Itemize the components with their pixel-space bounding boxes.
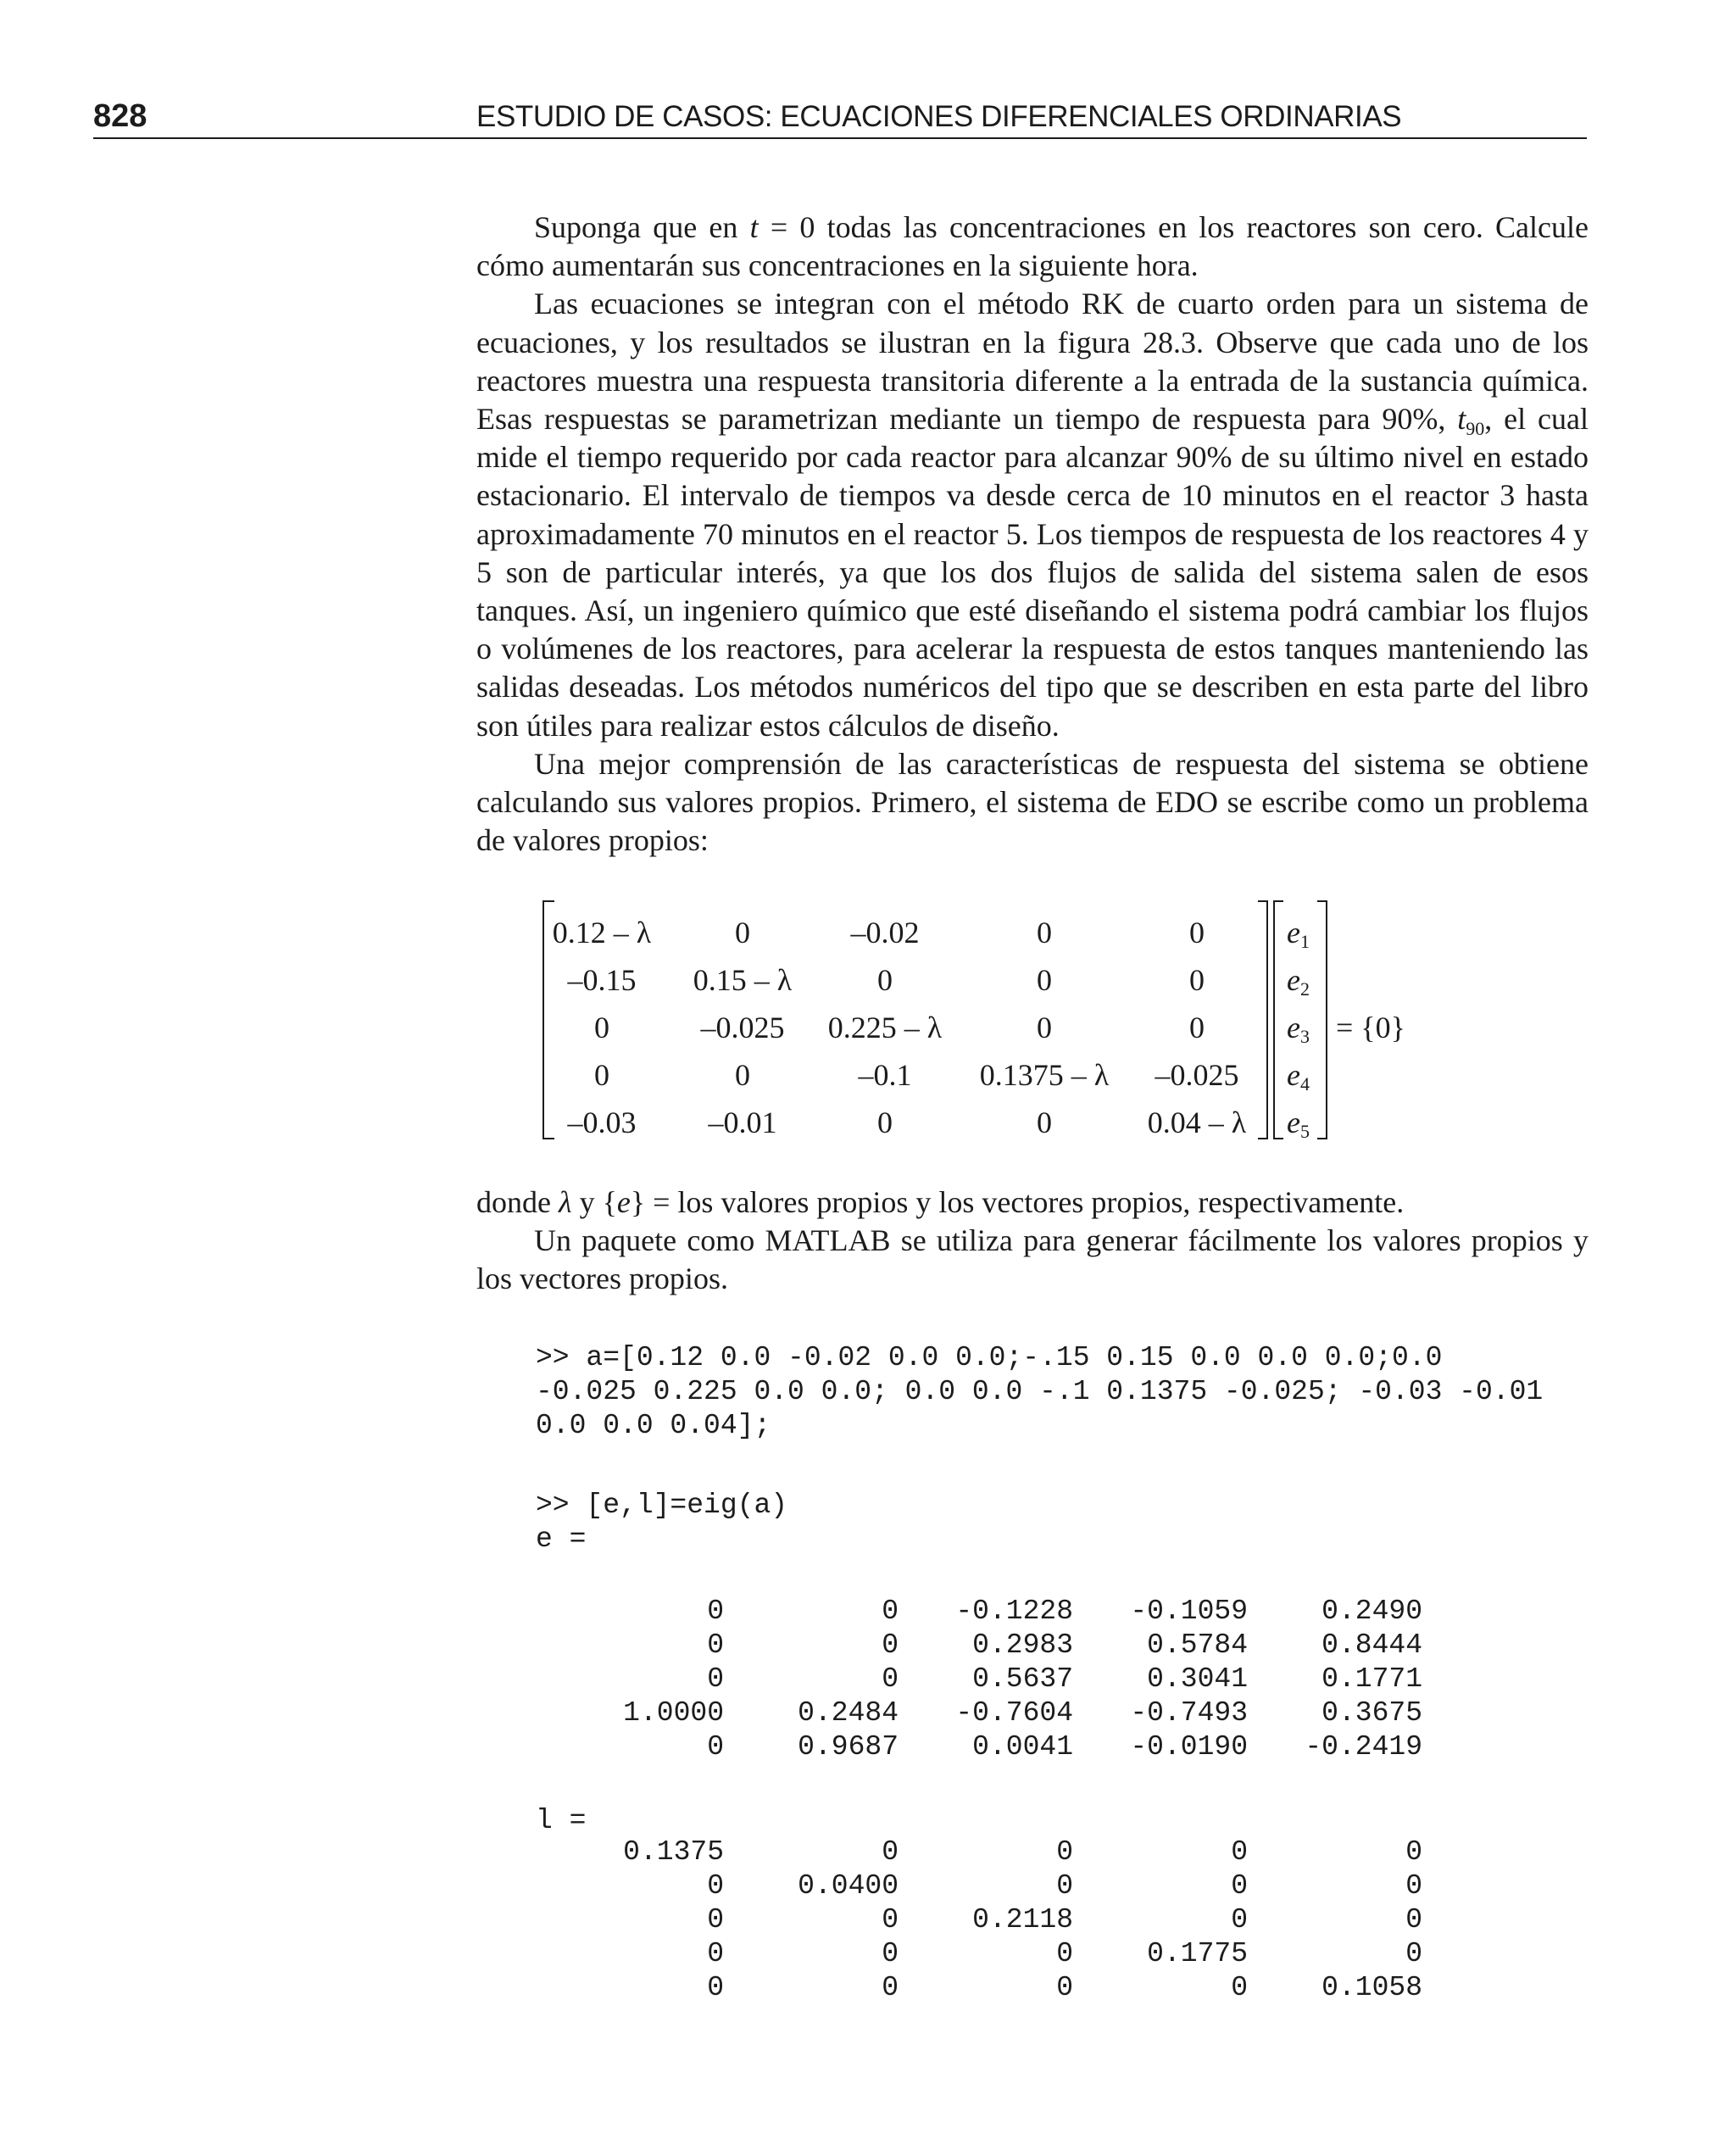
table-cell: 0.1058 xyxy=(1321,1972,1422,2003)
table-cell: 0 xyxy=(1056,1972,1073,2003)
table-cell: -0.1228 xyxy=(955,1596,1073,1627)
table-cell: 0.3041 xyxy=(1147,1663,1248,1695)
vector-entry: $e_1$ xyxy=(1287,916,1310,952)
table-cell: 0.0400 xyxy=(798,1870,899,1902)
table-cell: 0 xyxy=(707,1904,724,1936)
running-title: ESTUDIO DE CASOS: ECUACIONES DIFERENCIALES ORDINARIAS xyxy=(476,100,1402,133)
matrix-cell: 0 xyxy=(1037,916,1052,950)
table-cell: 0 xyxy=(1405,1836,1422,1868)
matrix-cell: 0.1375 – λ xyxy=(979,1058,1110,1092)
vector-left-bracket xyxy=(1273,900,1283,1139)
matrix-cell: –0.025 xyxy=(1155,1058,1239,1092)
paragraph-p2: Las ecuaciones se integran con el método RK de cuarto orden para un sistema de ecuaciones, y los resultados se ilustran en la figura 28.3. Observe que cada uno de los reactores muestra una respuesta transitoria diferente a la entrada de la sustancia química. Esas respuestas se parametrizan mediante un tiempo de respuesta para 90%, $t_{90}$, el cual mide el tiempo requerido por cada reactor para alcanzar 90% de su último nivel en estado estacionario. El intervalo de tiempos va desde cerca de 10 minutos en el reactor 3 hasta aproximadamente 70 minutos en el reactor 5. Los tiempos de respuesta de los reactores 4 y 5 son de particular interés, ya que los dos flujos de salida del sistema salen de esos tanques. Así, un ingeniero químico que esté diseñando el sistema podrá cambiar los flujos o volúmenes de los reactores, para acelerar la respuesta de estos tanques manteniendo las salidas deseadas. Los métodos numéricos del tipo que se describen en esta parte del libro son útiles para realizar estos cálculos de diseño. xyxy=(476,287,1589,743)
matlab-command-eig: >> [e,l]=eig(a) xyxy=(536,1490,788,1521)
table-cell: 0.3675 xyxy=(1321,1697,1422,1729)
table-cell: 1.0000 xyxy=(623,1697,724,1729)
paragraph-p3: Una mejor comprensión de las características de respuesta del sistema se obtiene calculando sus valores propios. Primero, el sistema de EDO se escribe como un problema de valores propios: xyxy=(476,746,1589,858)
table-row xyxy=(536,1836,1422,1870)
vector-entry: $e_3$ xyxy=(1287,1011,1310,1047)
matrix-right-bracket xyxy=(1258,900,1268,1139)
paragraph-p5: Un paquete como MATLAB se utiliza para generar fácilmente los valores propios y los vectores propios. xyxy=(476,1223,1589,1296)
table-cell: -0.1059 xyxy=(1130,1596,1248,1627)
table-cell: -0.7493 xyxy=(1130,1697,1248,1729)
table-cell: 0 xyxy=(707,1972,724,2003)
table-cell: 0.2983 xyxy=(972,1629,1073,1661)
table-row xyxy=(536,1596,1422,1629)
table-cell: -0.2419 xyxy=(1305,1731,1422,1763)
paragraph-p1: Suponga que en t = 0 todas las concentraciones en los reactores son cero. Calcule cómo aumentarán sus concentraciones en la siguiente hora. xyxy=(476,210,1589,283)
vector-entry: $e_5$ xyxy=(1287,1106,1310,1142)
table-cell: 0.5637 xyxy=(972,1663,1073,1695)
table-cell: 0 xyxy=(1056,1870,1073,1902)
matrix-cell: 0 xyxy=(1037,1011,1052,1044)
table-cell: 0.5784 xyxy=(1147,1629,1248,1661)
table-cell: 0 xyxy=(1231,1972,1248,2003)
matrix-cell: 0 xyxy=(877,1106,893,1139)
matrix-cell: 0 xyxy=(1037,963,1052,997)
table-cell: 0 xyxy=(882,1938,899,1969)
equation-rhs: = {0} xyxy=(1336,1011,1405,1044)
l-label: l = xyxy=(536,1805,587,1836)
table-row xyxy=(536,1629,1422,1663)
vector-right-bracket xyxy=(1317,900,1327,1139)
table-cell: 0 xyxy=(882,1629,899,1661)
e-label: e = xyxy=(536,1523,587,1555)
matrix-cell: 0.12 – λ xyxy=(552,916,652,950)
matrix-cell: 0.04 – λ xyxy=(1147,1106,1247,1139)
table-cell: 0 xyxy=(707,1663,724,1695)
matrix-cell: 0.225 – λ xyxy=(827,1011,943,1044)
table-cell: 0 xyxy=(882,1972,899,2003)
table-cell: 0 xyxy=(882,1904,899,1936)
table-row xyxy=(536,1972,1422,2006)
vector-entry: $e_2$ xyxy=(1287,963,1310,1000)
table-cell: 0 xyxy=(1231,1870,1248,1902)
matrix-cell: 0 xyxy=(735,916,750,950)
matrix-cell: –0.1 xyxy=(858,1058,912,1092)
table-cell: 0 xyxy=(882,1836,899,1868)
table-cell: -0.7604 xyxy=(955,1697,1073,1729)
table-cell: 0 xyxy=(1405,1938,1422,1969)
table-cell: 0 xyxy=(882,1596,899,1627)
table-cell: 0 xyxy=(707,1731,724,1763)
table-cell: 0.1775 xyxy=(1147,1938,1248,1969)
page-number: 828 xyxy=(93,98,147,134)
matrix-cell: 0 xyxy=(594,1011,609,1044)
matrix-cell: 0 xyxy=(1189,916,1205,950)
table-cell: 0 xyxy=(1405,1904,1422,1936)
table-cell: 0 xyxy=(1231,1836,1248,1868)
matlab-command-a: >> a=[0.12 0.0 -0.02 0.0 0.0;-.15 0.15 0.0 0.0 0.0;0.0 -0.025 0.225 0.0 0.0; 0.0 0.0 -.1 0.1375 -0.025; -0.03 -0.01 0.0 0.0 0.04]; xyxy=(536,1342,1544,1441)
table-cell: 0.1375 xyxy=(623,1836,724,1868)
table-cell: 0.2490 xyxy=(1321,1596,1422,1627)
body-text-after-equation xyxy=(476,1184,1589,1299)
vector-entry: $e_4$ xyxy=(1287,1058,1310,1094)
running-header xyxy=(93,95,1587,139)
table-row xyxy=(536,1731,1422,1765)
matrix-cell: 0 xyxy=(1037,1106,1052,1139)
matrix-cell: –0.025 xyxy=(700,1011,785,1044)
table-cell: -0.0190 xyxy=(1130,1731,1248,1763)
table-row xyxy=(536,1870,1422,1904)
table-cell: 0 xyxy=(882,1663,899,1695)
paragraph-p4: donde λ y {e} = los valores propios y los vectores propios, respectivamente. xyxy=(476,1185,1405,1219)
matrix-cell: 0.15 – λ xyxy=(693,963,793,997)
eigenvalue-equation xyxy=(536,900,1417,1141)
table-row xyxy=(536,1697,1422,1731)
matrix-cell: 0 xyxy=(1189,1011,1205,1044)
matrix-cell: 0 xyxy=(1189,963,1205,997)
table-cell: 0.1771 xyxy=(1321,1663,1422,1695)
matrix-cell: –0.02 xyxy=(850,916,920,950)
body-text-before-equation xyxy=(476,209,1589,860)
matrix-cell: 0 xyxy=(877,963,893,997)
matrix-cell: 0 xyxy=(594,1058,609,1092)
matrix-cell: –0.01 xyxy=(708,1106,777,1139)
table-cell: 0.0041 xyxy=(972,1731,1073,1763)
table-cell: 0 xyxy=(707,1870,724,1902)
table-cell: 0.2118 xyxy=(972,1904,1073,1936)
table-cell: 0.2484 xyxy=(798,1697,899,1729)
table-row xyxy=(536,1904,1422,1938)
matrix-cell: –0.03 xyxy=(567,1106,637,1139)
table-cell: 0 xyxy=(707,1938,724,1969)
table-row xyxy=(536,1938,1422,1972)
table-row xyxy=(536,1663,1422,1697)
matrix-cell: 0 xyxy=(735,1058,750,1092)
table-cell: 0 xyxy=(1231,1904,1248,1936)
table-cell: 0.9687 xyxy=(798,1731,899,1763)
table-cell: 0 xyxy=(1405,1870,1422,1902)
matrix-cell: –0.15 xyxy=(567,963,637,997)
table-cell: 0 xyxy=(707,1596,724,1627)
table-cell: 0 xyxy=(707,1629,724,1661)
table-cell: 0 xyxy=(1056,1836,1073,1868)
table-cell: 0.8444 xyxy=(1321,1629,1422,1661)
table-cell: 0 xyxy=(1056,1938,1073,1969)
